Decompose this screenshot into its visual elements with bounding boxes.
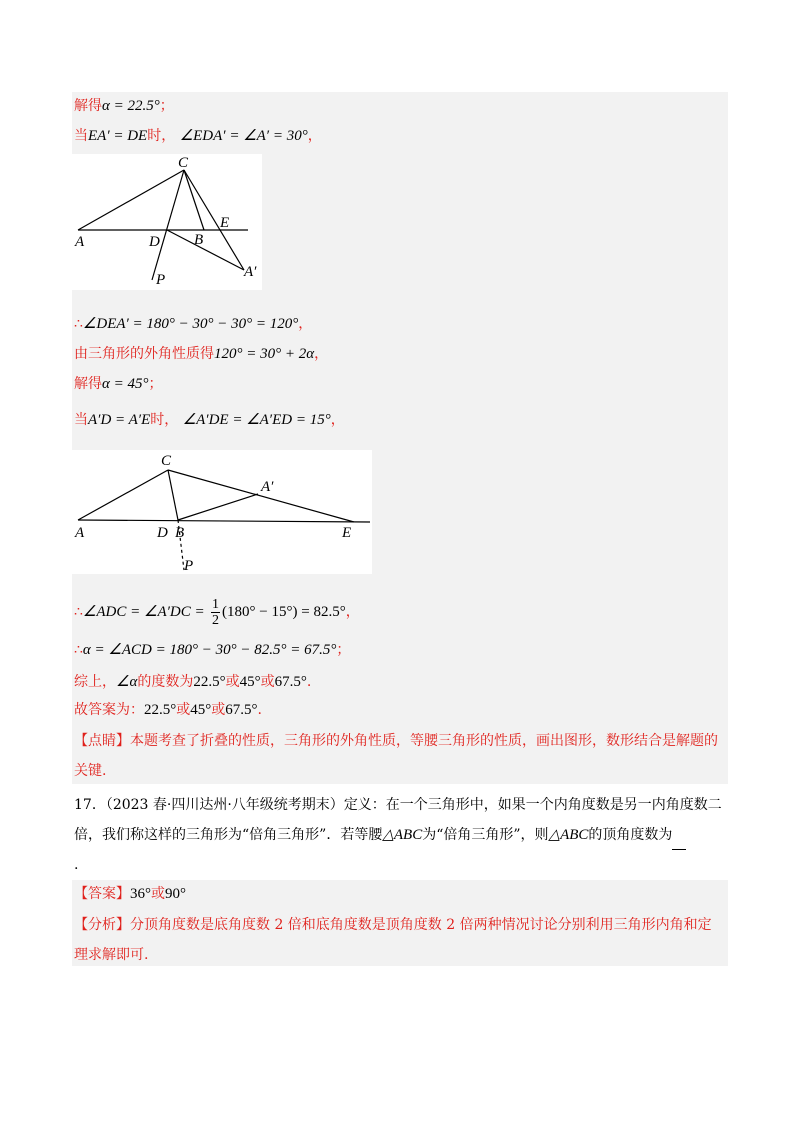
math-triangle-abc-2: △ABC xyxy=(548,827,589,843)
analysis-paragraph xyxy=(74,910,724,970)
fig2-label-B: B xyxy=(175,525,185,541)
analysis-text: 分顶角度数是底角度数 2 倍和底角度数是顶角度数 2 倍两种情况讨论分别利用三角形内角和定理求解即可. xyxy=(74,917,712,963)
math-triangle-abc-1: △ABC xyxy=(382,827,423,843)
fig1-label-C: C xyxy=(178,155,189,171)
fig1-label-B: B xyxy=(194,232,204,248)
solution-line-8: ∴α = ∠ACD = 180° − 30° − 82.5° = 67.5°； xyxy=(74,642,351,658)
answer-line: 【答案】36°或90° xyxy=(74,886,186,902)
solution-line-3: ∴∠DEA′ = 180° − 30° − 30° = 120°， xyxy=(74,316,313,332)
fraction-one-half: $\frac{1}{2}$ xyxy=(212,596,220,628)
analysis-tag: 【分析】 xyxy=(74,917,130,933)
fig1-label-D: D xyxy=(149,234,160,250)
question-number: 17． xyxy=(74,797,106,813)
fig2-label-D: D xyxy=(157,525,168,541)
figure-1-svg xyxy=(72,154,262,290)
fig1-label-P: P xyxy=(156,272,166,288)
fig2-label-C: C xyxy=(161,453,172,469)
fig1-label-E: E xyxy=(220,215,230,231)
solution-line-5: 解得α = 45°； xyxy=(74,376,163,392)
figure-2-svg xyxy=(72,450,372,574)
question-source: （2023 春·四川达州·八年级统考期末） xyxy=(105,797,344,813)
comment-paragraph xyxy=(74,726,724,786)
solution-line-6: 当A′D = A′E时， ∠A′DE = ∠A′ED = 15°， xyxy=(74,412,345,428)
fig2-label-A: A xyxy=(75,525,85,541)
comment-tag: 【点睛】 xyxy=(74,733,130,749)
geometry-figure-2 xyxy=(72,450,372,574)
answer-blank xyxy=(672,835,686,850)
question-text-a: 定义：在一个三角形中，如果一个内角度数是另一内角度数二倍，我们称这样的三角形为“倍角三角形”．若等腰 xyxy=(74,797,722,843)
geometry-figure-1 xyxy=(72,154,262,290)
fig2-label-P: P xyxy=(184,558,194,574)
solution-line-9: 综上，∠α的度数为22.5°或45°或67.5°. xyxy=(74,674,312,690)
fig2-label-E: E xyxy=(342,525,352,541)
solution-line-10: 故答案为：22.5°或45°或67.5°. xyxy=(74,702,262,718)
solution-line-2: 当EA′ = DE时， ∠EDA′ = ∠A′ = 30°， xyxy=(74,128,322,144)
question-17: 17．（2023 春·四川达州·八年级统考期末）定义：在一个三角形中，如果一个内角度数是另一内角度数二倍，我们称这样的三角形为“倍角三角形”．若等腰△ABC为“倍角三角形”，则△ABC的顶角度数为 . xyxy=(74,797,722,873)
answer-tag: 【答案】 xyxy=(74,886,130,902)
solution-line-1: 解得α = 22.5°； xyxy=(74,98,174,114)
fig1-label-A: A xyxy=(75,234,85,250)
solution-line-7: ∴∠ADC = ∠A′DC = $\frac{1}{2}$ (180° − 15°) = 82.5°， xyxy=(74,596,360,628)
fig2-label-A-prime: A′ xyxy=(261,479,274,495)
solution-line-4: 由三角形的外角性质得120° = 30° + 2α， xyxy=(74,346,329,362)
fig1-label-A-prime: A′ xyxy=(244,264,257,280)
comment-text: 本题考查了折叠的性质，三角形的外角性质，等腰三角形的性质，画出图形，数形结合是解题的关键. xyxy=(74,733,718,779)
